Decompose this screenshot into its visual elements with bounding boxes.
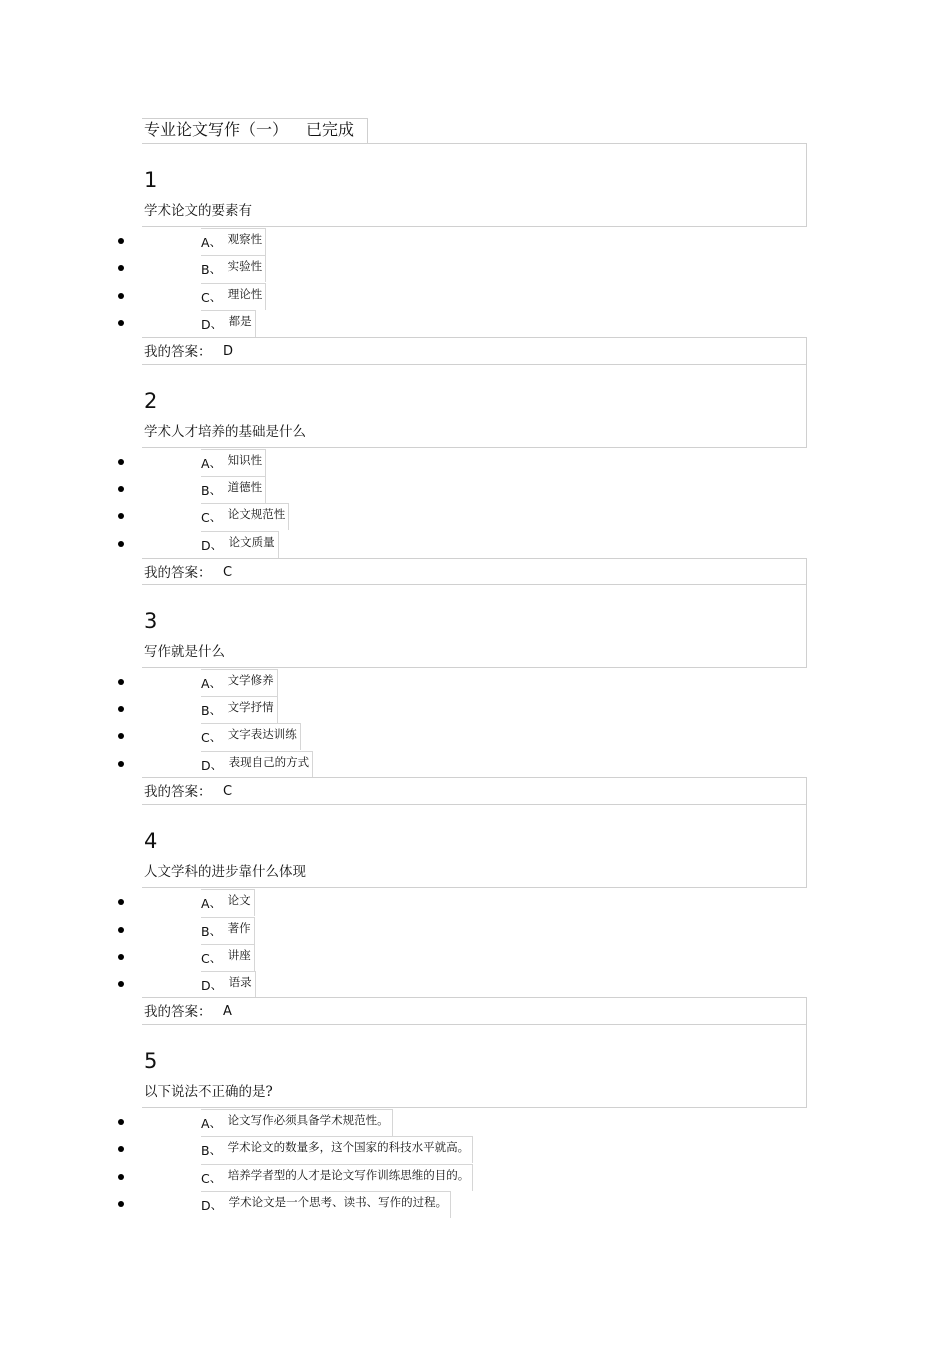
answer-value: D xyxy=(223,344,234,359)
answer-value: A xyxy=(223,1004,232,1019)
option-item[interactable] xyxy=(0,228,950,255)
option-letter: C xyxy=(201,510,210,525)
bullet-icon xyxy=(118,1201,124,1207)
option-box[interactable] xyxy=(201,449,266,476)
question-text: 学术论文的要素有 xyxy=(144,203,252,219)
option-text: 知识性 xyxy=(227,453,263,467)
bullet-icon xyxy=(118,293,124,299)
option-text: 论文 xyxy=(227,893,251,907)
question-header xyxy=(142,1024,807,1108)
option-letter: B xyxy=(201,703,210,718)
bullet-icon xyxy=(118,733,124,739)
option-text: 论文写作必须具备学术规范性。 xyxy=(227,1113,389,1127)
answer-value: C xyxy=(223,565,233,580)
option-text: 道德性 xyxy=(227,480,263,494)
title-text: 专业论文写作（一） xyxy=(144,120,289,139)
option-box[interactable] xyxy=(201,1191,451,1218)
question-text: 以下说法不正确的是? xyxy=(144,1084,273,1100)
option-item[interactable] xyxy=(0,669,950,696)
option-text: 观察性 xyxy=(227,232,263,246)
option-separator: 、 xyxy=(209,262,222,276)
option-item[interactable] xyxy=(0,889,950,916)
option-separator: 、 xyxy=(210,978,223,992)
option-text: 著作 xyxy=(227,921,251,935)
option-box[interactable] xyxy=(201,228,266,255)
status-label: 已完成 xyxy=(306,120,355,139)
bullet-icon xyxy=(118,1146,124,1152)
option-text: 表现自己的方式 xyxy=(228,755,310,769)
answer-label: 我的答案： xyxy=(144,344,212,360)
option-item[interactable] xyxy=(0,1191,950,1218)
option-text: 论文质量 xyxy=(228,535,275,549)
option-item[interactable] xyxy=(0,751,950,778)
question-number: 2 xyxy=(144,389,158,413)
option-item[interactable] xyxy=(0,971,950,998)
bullet-icon xyxy=(118,761,124,767)
option-letter: B xyxy=(201,924,210,939)
option-box[interactable] xyxy=(201,255,266,282)
option-letter: C xyxy=(201,951,210,966)
bullet-icon xyxy=(118,486,124,492)
option-box[interactable] xyxy=(201,531,279,558)
bullet-icon xyxy=(118,899,124,905)
option-item[interactable] xyxy=(0,283,950,310)
answer-label: 我的答案： xyxy=(144,784,212,800)
option-item[interactable] xyxy=(0,1136,950,1163)
my-answer-row xyxy=(142,777,807,805)
option-letter: A xyxy=(201,676,210,691)
question-header xyxy=(142,804,807,888)
option-item[interactable] xyxy=(0,696,950,723)
question-text: 写作就是什么 xyxy=(144,644,225,660)
option-separator: 、 xyxy=(210,317,223,331)
option-letter: C xyxy=(201,1171,210,1186)
option-item[interactable] xyxy=(0,531,950,558)
option-text: 培养学者型的人才是论文写作训练思维的目的。 xyxy=(227,1168,470,1182)
option-separator: 、 xyxy=(209,896,222,910)
option-letter: C xyxy=(201,290,210,305)
option-text: 理论性 xyxy=(227,287,263,301)
my-answer-row xyxy=(142,337,807,365)
option-box[interactable] xyxy=(201,310,256,337)
option-box[interactable] xyxy=(201,283,266,310)
option-separator: 、 xyxy=(209,1171,222,1185)
option-separator: 、 xyxy=(209,703,222,717)
option-item[interactable] xyxy=(0,503,950,530)
option-item[interactable] xyxy=(0,310,950,337)
option-box[interactable] xyxy=(201,1109,393,1136)
option-item[interactable] xyxy=(0,255,950,282)
bullet-icon xyxy=(118,1119,124,1125)
option-box[interactable] xyxy=(201,503,289,530)
bullet-icon xyxy=(118,927,124,933)
option-separator: 、 xyxy=(209,483,222,497)
option-letter: A xyxy=(201,1116,210,1131)
question-header xyxy=(142,584,807,668)
option-separator: 、 xyxy=(209,1143,222,1157)
option-text: 文学修养 xyxy=(227,673,274,687)
option-separator: 、 xyxy=(209,924,222,938)
bullet-icon xyxy=(118,679,124,685)
option-letter: D xyxy=(201,538,211,553)
bullet-icon xyxy=(118,459,124,465)
option-box[interactable] xyxy=(201,723,301,750)
answer-label: 我的答案： xyxy=(144,1004,212,1020)
answer-label: 我的答案： xyxy=(144,565,212,581)
option-separator: 、 xyxy=(210,538,223,552)
option-box[interactable] xyxy=(201,944,255,971)
option-separator: 、 xyxy=(210,1198,223,1212)
bullet-icon xyxy=(118,513,124,519)
option-item[interactable] xyxy=(0,449,950,476)
question-number: 3 xyxy=(144,609,158,633)
option-letter: D xyxy=(201,1198,211,1213)
bullet-icon xyxy=(118,541,124,547)
option-box[interactable] xyxy=(201,917,255,944)
option-item[interactable] xyxy=(0,917,950,944)
bullet-icon xyxy=(118,706,124,712)
option-letter: D xyxy=(201,978,211,993)
option-text: 讲座 xyxy=(227,948,251,962)
option-letter: A xyxy=(201,456,210,471)
option-text: 学术论文的数量多，这个国家的科技水平就高。 xyxy=(227,1140,470,1154)
option-box[interactable] xyxy=(201,669,278,696)
option-text: 文学抒情 xyxy=(227,700,274,714)
option-item[interactable] xyxy=(0,1109,950,1136)
option-box[interactable] xyxy=(201,971,256,998)
option-letter: D xyxy=(201,317,211,332)
option-separator: 、 xyxy=(209,676,222,690)
question-header xyxy=(142,143,807,227)
option-item[interactable] xyxy=(0,1164,950,1191)
option-separator: 、 xyxy=(209,510,222,524)
question-text: 人文学科的进步靠什么体现 xyxy=(144,864,306,880)
bullet-icon xyxy=(118,954,124,960)
option-box[interactable] xyxy=(201,696,278,723)
my-answer-row xyxy=(142,997,807,1025)
option-box[interactable] xyxy=(201,476,266,503)
option-box[interactable] xyxy=(201,751,313,778)
option-letter: A xyxy=(201,235,210,250)
option-text: 都是 xyxy=(228,314,252,328)
option-separator: 、 xyxy=(209,290,222,304)
option-text: 学术论文是一个思考、读书、写作的过程。 xyxy=(228,1195,448,1209)
option-separator: 、 xyxy=(209,235,222,249)
bullet-icon xyxy=(118,265,124,271)
page-title xyxy=(142,118,368,143)
option-text: 论文规范性 xyxy=(227,507,286,521)
option-letter: B xyxy=(201,483,210,498)
bullet-icon xyxy=(118,981,124,987)
option-letter: A xyxy=(201,896,210,911)
my-answer-row xyxy=(142,558,807,586)
bullet-icon xyxy=(118,1174,124,1180)
option-item[interactable] xyxy=(0,723,950,750)
bullet-icon xyxy=(118,320,124,326)
bullet-icon xyxy=(118,238,124,244)
option-text: 实验性 xyxy=(227,259,263,273)
option-letter: B xyxy=(201,262,210,277)
question-text: 学术人才培养的基础是什么 xyxy=(144,424,306,440)
option-letter: D xyxy=(201,758,211,773)
option-box[interactable] xyxy=(201,1164,473,1191)
option-separator: 、 xyxy=(209,951,222,965)
option-letter: C xyxy=(201,730,210,745)
option-separator: 、 xyxy=(209,1116,222,1130)
option-box[interactable] xyxy=(201,1136,473,1163)
option-box[interactable] xyxy=(201,889,255,916)
question-header xyxy=(142,364,807,448)
option-separator: 、 xyxy=(209,730,222,744)
option-separator: 、 xyxy=(210,758,223,772)
option-separator: 、 xyxy=(209,456,222,470)
option-item[interactable] xyxy=(0,944,950,971)
question-number: 5 xyxy=(144,1049,158,1073)
option-text: 语录 xyxy=(228,975,252,989)
answer-value: C xyxy=(223,784,233,799)
question-number: 1 xyxy=(144,168,158,192)
question-number: 4 xyxy=(144,829,158,853)
option-text: 文字表达训练 xyxy=(227,727,297,741)
option-letter: B xyxy=(201,1143,210,1158)
option-item[interactable] xyxy=(0,476,950,503)
